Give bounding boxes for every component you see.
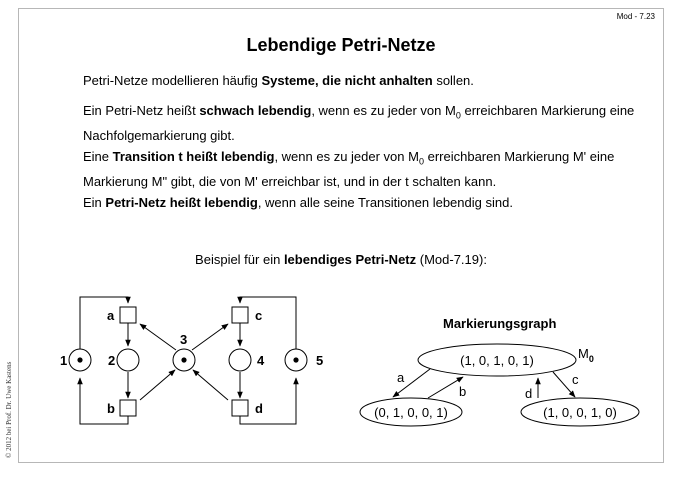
edge-label-a: a [397, 370, 405, 385]
place-label-1: 1 [60, 353, 68, 368]
paragraph-3: Eine Transition t heißt lebendig, wenn es zu jeder von $M_0$ erreichbaren Markierung M' eine Markierung M" gibt, die von M' erreichbar ist, und in der t schalten kann. [83, 149, 615, 189]
transition-label-a: a [107, 308, 115, 323]
transition-d [232, 400, 248, 416]
paragraph-1: Petri-Netze modellieren häufig Systeme, die nicht anhalten sollen. [83, 73, 474, 88]
copyright: © 2012 bei Prof. Dr. Uwe Kastens [5, 361, 13, 458]
page-title: Lebendige Petri-Netze [246, 35, 436, 55]
transition-a [120, 307, 136, 323]
transition-label-c: c [255, 308, 263, 323]
transition-label-d: d [255, 401, 263, 416]
token [181, 357, 186, 362]
graph-node-label-2: (0, 1, 0, 0, 1) [374, 405, 448, 420]
transition-label-b: b [107, 401, 115, 416]
paragraph-4: Ein Petri-Netz heißt lebendig, wenn alle seine Transitionen lebendig sind. [83, 195, 513, 210]
graph-title: Markierungsgraph [443, 316, 557, 331]
graph-node-label-m0: (1, 0, 1, 0, 1) [460, 353, 534, 368]
graph-node-label-3: (1, 0, 0, 1, 0) [543, 405, 617, 420]
edge-label-d: d [525, 386, 533, 401]
transition-b [120, 400, 136, 416]
token [293, 357, 298, 362]
place-label-3: 3 [180, 332, 188, 347]
edge-label-c: c [572, 372, 579, 387]
m0-label: $M_0$ [578, 346, 594, 364]
transition-c [232, 307, 248, 323]
slide-number: Mod - 7.23 [616, 12, 655, 21]
place-label-5: 5 [316, 353, 324, 368]
place-label-2: 2 [108, 353, 116, 368]
edge-label-b: b [459, 384, 467, 399]
token [77, 357, 82, 362]
place-label-4: 4 [257, 353, 265, 368]
place-4 [229, 349, 251, 371]
example-caption: Beispiel für ein lebendiges Petri-Netz (Mod-7.19): [195, 252, 487, 267]
place-2 [117, 349, 139, 371]
paragraph-2: Ein Petri-Netz heißt schwach lebendig, wenn es zu jeder von $M_0$ erreichbaren Markierung eine Nachfolgemarkierung gibt. [83, 103, 635, 143]
